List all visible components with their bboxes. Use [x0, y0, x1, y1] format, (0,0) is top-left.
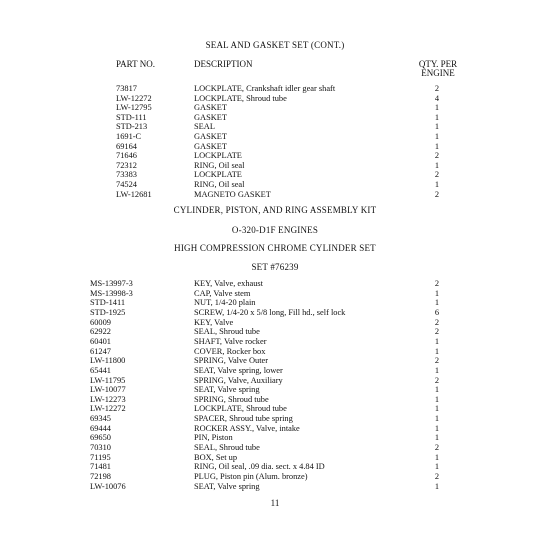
part-description: SEAL, Shroud tube: [194, 327, 260, 337]
part-number: 60401: [90, 336, 111, 346]
part-description: ROCKER ASSY., Valve, intake: [194, 423, 300, 433]
set-number: SET #76239: [251, 262, 299, 272]
part-quantity: 2: [434, 279, 440, 288]
part-description: LOCKPLATE, Shroud tube: [194, 404, 287, 414]
table-row: [0, 180, 550, 189]
table-row: [0, 482, 550, 491]
part-description: KEY, Valve: [194, 317, 234, 327]
part-description: SEAT, Valve spring, lower: [194, 365, 283, 375]
table-row: [0, 94, 550, 103]
part-number: 70310: [90, 443, 111, 453]
part-description: NUT, 1/4-20 plain: [194, 298, 256, 308]
table-row: [0, 132, 550, 141]
part-description: GASKET: [194, 141, 228, 151]
part-description: RING, Oil seal: [194, 180, 245, 189]
header-description: DESCRIPTION: [194, 59, 253, 69]
part-description: KEY, Valve, exhaust: [194, 279, 264, 288]
part-number: STD-111: [116, 112, 147, 122]
part-description: LOCKPLATE, Crankshaft idler gear shaft: [194, 84, 336, 93]
part-number: 65441: [90, 365, 111, 375]
table-row: [0, 462, 550, 471]
part-quantity: 2: [434, 472, 440, 481]
part-number: LW-12272: [90, 404, 126, 414]
part-number: 74524: [116, 180, 137, 189]
part-description: CAP, Valve stem: [194, 288, 251, 298]
section-title-seal-gasket: SEAL AND GASKET SET (CONT.): [205, 40, 345, 50]
part-quantity: 2: [434, 327, 440, 337]
part-number: LW-12272: [116, 93, 152, 103]
header-qty-line2: ENGINE: [421, 68, 455, 78]
engine-subtitle: O-320-D1F ENGINES: [231, 225, 319, 235]
part-quantity: 4: [434, 93, 440, 103]
table-row: [0, 472, 550, 481]
part-description: PLUG, Piston pin (Alum. bronze): [194, 472, 308, 481]
table-row: [0, 347, 550, 356]
part-description: GASKET: [194, 112, 228, 122]
part-number: MS-13997-3: [90, 279, 133, 288]
part-description: COVER, Rocker box: [194, 346, 266, 356]
part-quantity: 2: [434, 151, 440, 161]
table-row: [0, 308, 550, 317]
part-quantity: 1: [434, 481, 440, 491]
part-number: 71195: [90, 452, 111, 462]
table-row: [0, 385, 550, 394]
part-description: GASKET: [194, 132, 228, 141]
table-row: [0, 318, 550, 327]
part-number: 69345: [90, 414, 111, 424]
part-number: 71646: [116, 151, 137, 161]
part-description: SEAL: [194, 122, 215, 132]
table-row: [0, 289, 550, 298]
table-row: [0, 151, 550, 160]
part-quantity: 1: [434, 423, 440, 433]
table-row: [0, 113, 550, 122]
part-number: 69164: [116, 141, 137, 151]
part-description: SPRING, Valve, Auxiliary: [194, 375, 283, 385]
part-quantity: 2: [434, 375, 440, 385]
table-row: [0, 279, 550, 288]
table-row: [0, 395, 550, 404]
part-quantity: 1: [434, 132, 440, 141]
part-number: 73817: [116, 84, 137, 93]
part-number: LW-11800: [90, 356, 126, 366]
header-qty-line1: QTY. PER: [418, 59, 458, 69]
part-number: LW-11795: [90, 375, 126, 385]
part-quantity: 1: [434, 103, 440, 113]
part-quantity: 1: [434, 404, 440, 414]
part-number: STD-213: [116, 122, 148, 132]
part-number: LW-12681: [116, 189, 152, 199]
header-part-no: PART NO.: [116, 59, 155, 69]
table-row: [0, 142, 550, 151]
table-row: [0, 337, 550, 346]
part-number: STD-1925: [90, 307, 126, 317]
part-description: SHAFT, Valve rocker: [194, 336, 267, 346]
page-number: 11: [270, 498, 280, 508]
part-quantity: 1: [434, 298, 440, 308]
part-quantity: 2: [434, 356, 440, 366]
part-quantity: 1: [434, 122, 440, 132]
table-row: [0, 122, 550, 131]
part-number: 60009: [90, 317, 111, 327]
part-quantity: 1: [434, 141, 440, 151]
part-number: 73383: [116, 170, 137, 180]
part-description: MAGNETO GASKET: [194, 189, 271, 199]
part-number: STD-1411: [90, 298, 126, 308]
table-row: [0, 433, 550, 442]
part-description: SPACER, Shroud tube spring: [194, 414, 293, 424]
part-quantity: 1: [434, 394, 440, 404]
part-number: LW-12795: [116, 103, 152, 113]
table-row: [0, 366, 550, 375]
table-row: [0, 453, 550, 462]
table-row: [0, 84, 550, 93]
part-quantity: 6: [434, 307, 440, 317]
table-row: [0, 327, 550, 336]
table-row: [0, 161, 550, 170]
table-row: [0, 190, 550, 199]
part-quantity: 2: [434, 189, 440, 199]
table-row: [0, 376, 550, 385]
part-number: 69444: [90, 423, 111, 433]
part-quantity: 1: [434, 452, 440, 462]
part-quantity: 1: [434, 365, 440, 375]
part-description: RING, Oil seal: [194, 160, 245, 170]
part-number: 62922: [90, 327, 111, 337]
part-quantity: 1: [434, 336, 440, 346]
part-number: LW-12273: [90, 394, 126, 404]
table-row: [0, 170, 550, 179]
part-number: 72198: [90, 472, 111, 481]
table-row: [0, 356, 550, 365]
part-description: SCREW, 1/4-20 x 5/8 long, Fill hd., self lock: [194, 307, 346, 317]
part-description: GASKET: [194, 103, 228, 113]
part-description: BOX, Set up: [194, 452, 238, 462]
table-row: [0, 414, 550, 423]
part-description: LOCKPLATE: [194, 151, 242, 161]
part-quantity: 1: [434, 288, 440, 298]
part-description: SEAL, Shroud tube: [194, 443, 260, 453]
part-quantity: 1: [434, 385, 440, 395]
part-description: SEAT, Valve spring: [194, 481, 260, 491]
table-row: [0, 443, 550, 452]
part-quantity: 1: [434, 433, 440, 443]
part-quantity: 1: [434, 462, 440, 472]
part-quantity: 1: [434, 160, 440, 170]
part-description: RING, Oil seal, .09 dia. sect. x 4.84 ID: [194, 462, 325, 472]
part-quantity: 1: [434, 346, 440, 356]
part-quantity: 2: [434, 317, 440, 327]
part-description: LOCKPLATE: [194, 170, 242, 180]
part-number: 71481: [90, 462, 111, 472]
section-title-cylinder-kit: CYLINDER, PISTON, AND RING ASSEMBLY KIT: [173, 205, 377, 215]
part-number: LW-10076: [90, 481, 126, 491]
part-number: LW-10077: [90, 385, 126, 395]
part-description: LOCKPLATE, Shroud tube: [194, 93, 287, 103]
part-number: 61247: [90, 346, 111, 356]
part-number: MS-13998-3: [90, 288, 133, 298]
part-description: SPRING, Valve Outer: [194, 356, 269, 366]
part-number: 1691-C: [116, 132, 142, 141]
table-row: [0, 424, 550, 433]
part-description: PIN, Piston: [194, 433, 233, 443]
part-quantity: 2: [434, 443, 440, 453]
table-row: [0, 404, 550, 413]
part-quantity: 2: [434, 170, 440, 180]
table-row: [0, 103, 550, 112]
part-description: SPRING, Shroud tube: [194, 394, 269, 404]
part-quantity: 1: [434, 414, 440, 424]
part-number: 72312: [116, 160, 137, 170]
part-description: SEAT, Valve spring: [194, 385, 260, 395]
part-quantity: 1: [434, 112, 440, 122]
cylinder-set-subtitle: HIGH COMPRESSION CHROME CYLINDER SET: [174, 243, 376, 253]
part-quantity: 1: [434, 180, 440, 189]
part-quantity: 2: [434, 84, 440, 93]
table-row: [0, 298, 550, 307]
part-number: 69650: [90, 433, 111, 443]
